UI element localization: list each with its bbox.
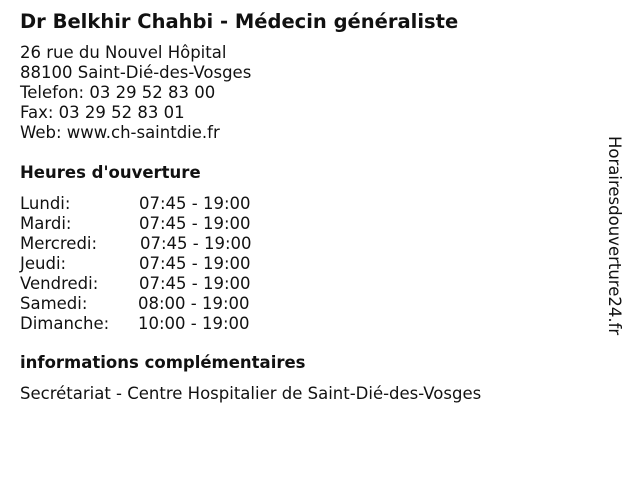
page-title: Dr Belkhir Chahbi - Médecin généraliste <box>20 10 459 33</box>
day-label: Lundi: <box>20 194 71 213</box>
city-postcode: 88100 Saint-Dié-des-Vosges <box>20 63 252 82</box>
time-range: 07:45 - 19:00 <box>140 234 252 253</box>
day-label: Jeudi: <box>20 254 67 273</box>
day-label: Samedi: <box>20 294 88 313</box>
opening-hours-heading: Heures d'ouverture <box>20 163 201 182</box>
time-range: 07:45 - 19:00 <box>139 254 251 273</box>
phone-number: Telefon: 03 29 52 83 00 <box>20 83 216 102</box>
contact-block <box>20 43 251 143</box>
time-range: 07:45 - 19:00 <box>139 194 251 213</box>
street-address: 26 rue du Nouvel Hôpital <box>20 43 227 62</box>
day-label: Dimanche: <box>20 314 110 333</box>
additional-info-heading: informations complémentaires <box>20 353 306 372</box>
website: Web: www.ch-saintdie.fr <box>20 123 220 142</box>
time-range: 07:45 - 19:00 <box>139 274 251 293</box>
day-label: Mardi: <box>20 214 72 233</box>
day-label: Mercredi: <box>20 234 98 253</box>
fax-number: Fax: 03 29 52 83 01 <box>20 103 185 122</box>
time-range: 08:00 - 19:00 <box>138 294 250 313</box>
day-label: Vendredi: <box>20 274 99 293</box>
time-range: 07:45 - 19:00 <box>139 214 251 233</box>
time-range: 10:00 - 19:00 <box>138 314 250 333</box>
additional-info-text: Secrétariat - Centre Hospitalier de Saint-Dié-des-Vosges <box>20 384 482 403</box>
watermark-text: Horairesdouverture24.fr <box>605 136 624 336</box>
